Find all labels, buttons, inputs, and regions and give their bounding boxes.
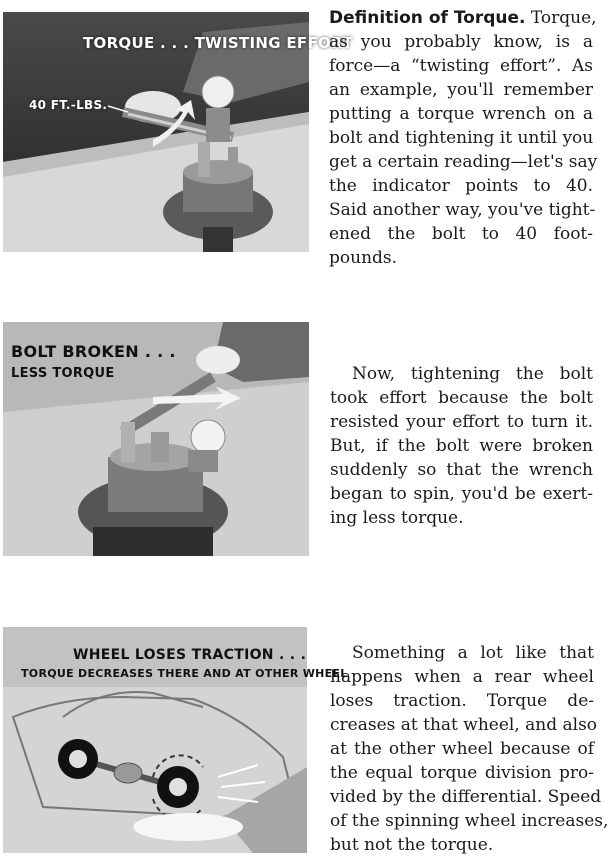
- paragraph-wheel-traction: [330, 641, 608, 857]
- text-line: putting a torque wrench on a: [329, 104, 593, 124]
- photo3-caption-line2: TORQUE DECREASES THERE AND AT OTHER WHEEL: [21, 667, 348, 680]
- text-line: Definition of Torque. Torque,: [329, 8, 597, 28]
- text-line: But, if the bolt were broken: [330, 436, 593, 456]
- text-line: pounds.: [329, 248, 398, 268]
- text-line: happens when a rear wheel: [330, 667, 594, 687]
- text-line: Said another way, you've tight-: [329, 200, 596, 220]
- photo1-callout: 40 FT.-LBS.: [29, 98, 108, 112]
- text-line: of the spinning wheel increases,: [330, 811, 608, 831]
- paragraph-definition-of-torque: [329, 6, 598, 270]
- photo2-caption-line1: BOLT BROKEN . . .: [11, 342, 176, 361]
- text-line: the indicator points to 40.: [329, 176, 593, 196]
- text-line: an example, you'll remember: [329, 80, 593, 100]
- text-line: creases at that wheel, and also: [330, 715, 598, 735]
- text-line: bolt and tightening it until you: [329, 128, 594, 148]
- paragraph-bolt-broken: [330, 362, 593, 530]
- text-line: Something a lot like that: [352, 643, 594, 663]
- text-line: ened the bolt to 40 foot-: [329, 224, 593, 244]
- text-line: at the other wheel because of: [330, 739, 594, 759]
- photo2-caption-line2: LESS TORQUE: [11, 366, 115, 381]
- text-line: as you probably know, is a: [329, 32, 593, 52]
- text-line: but not the torque.: [330, 835, 494, 855]
- text-line: took effort because the bolt: [330, 388, 593, 408]
- text-line: force—a “twisting effort”. As: [329, 56, 593, 76]
- text-line: ing less torque.: [330, 508, 464, 528]
- section-heading: Definition of Torque.: [329, 8, 526, 28]
- text-line: suddenly so that the wrench: [330, 460, 593, 480]
- photo1-caption: TORQUE . . . TWISTING EFFORT: [83, 34, 353, 52]
- text-line: get a certain reading—let's say: [329, 152, 598, 172]
- photo-torque-wrench: [3, 12, 353, 252]
- text-line: Now, tightening the bolt: [352, 364, 593, 384]
- photo-bolt-broken: [3, 322, 309, 556]
- text-line: the equal torque division pro-: [330, 763, 594, 783]
- photo3-caption-line1: WHEEL LOSES TRACTION . . .: [73, 647, 307, 663]
- text-line: vided by the differential. Speed: [330, 787, 602, 807]
- text-line: began to spin, you'd be exert-: [330, 484, 593, 504]
- text-line: loses traction. Torque de-: [330, 691, 594, 711]
- text-line: resisted your effort to turn it.: [330, 412, 593, 432]
- photo-wheel-traction: [3, 627, 348, 853]
